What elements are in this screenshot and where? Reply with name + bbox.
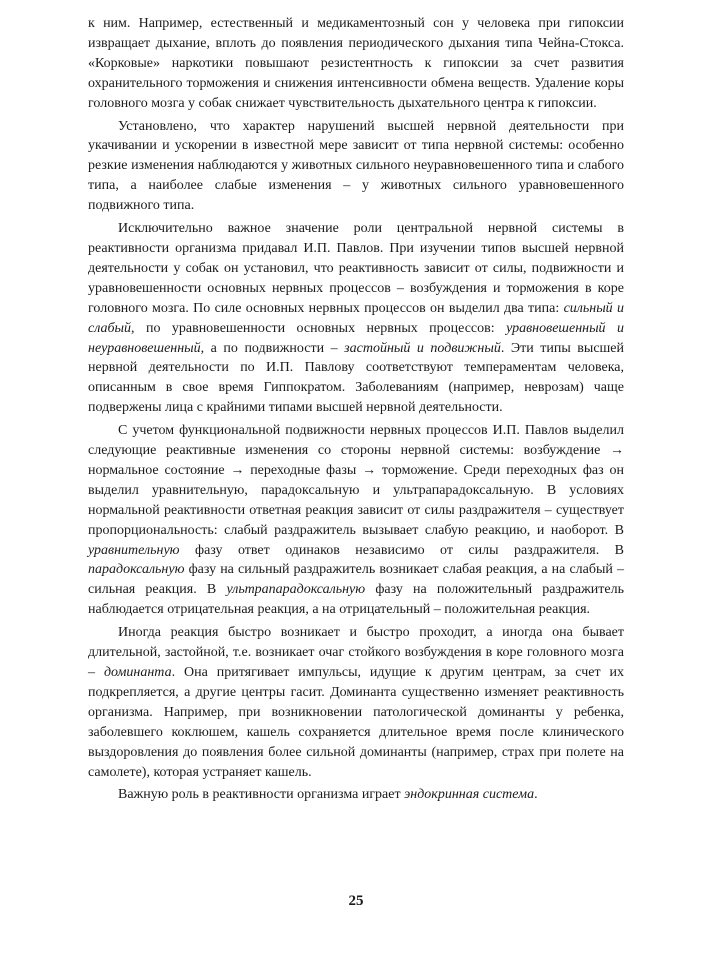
text-run: С учетом функциональной подвижности нервных процессов И.П. Павлов выделил следующие реактивные изменения со стороны нервной системы: возбуждение → нормальное состояние → переходные фазы → торможение. Среди переходных фаз он выделил уравнительную, парадоксальную и ультрапарадоксальную. В условиях нормальной реактивности ответная реакция зависит от силы раздражителя – существует пропорциональность: слабый раздражитель вызывает слабую реакцию, и наоборот. В: [88, 423, 624, 538]
text-run: , по уравновешенности основных нервных процессов:: [131, 320, 507, 336]
text-run: Установлено, что характер нарушений высшей нервной деятельности при укачивании и ускорении в известной мере зависит от типа нервной системы: особенно резкие изменения наблюдаются у животных сильного неуравновешенного типа и слабого типа, а наиболее слабые изменения – у животных сильного уравновешенного подвижного типа.: [88, 118, 624, 214]
text-run: , а по подвижности –: [200, 340, 345, 356]
body-text: [88, 14, 624, 805]
text-run: фазу ответ одинаков независимо от силы раздражителя. В: [179, 542, 624, 558]
italic-term: уравновешенный и неуравновешенный: [88, 320, 624, 356]
paragraph: [88, 117, 624, 217]
text-run: . Она притягивает импульсы, идущие к другим центрам, за счет их подкрепляется, а другие центры гасит. Доминанта существенно изменяет реактивность организма. Например, при возникновении патологической доминанты у ребенка, заболевшего коклюшем, кашель сохраняется длительное время после клинического выздоровления до появления более сильной доминанты (например, страх при полете на самолете), которая устраняет кашель.: [88, 665, 625, 780]
text-run: Исключительно важное значение роли центральной нервной системы в реактивности организма придавал И.П. Павлов. При изучении типов высшей нервной деятельности у собак он установил, что реактивность зависит от силы, подвижности и уравновешенности основных нервных процессов – возбуждения и торможения в коре головного мозга. По силе основных нервных процессов он выделил два типа:: [88, 221, 624, 316]
italic-term: застойный и подвижный: [344, 340, 501, 356]
text-run: . Эти типы высшей нервной деятельности по И.П. Павлову соответствуют темпераментам человека, описанным в свое время Гиппократом. Заболеваниям (например, неврозам) чаще подвержены лица с крайними типами высшей нервной деятельности.: [88, 340, 625, 416]
paragraph: [88, 14, 624, 114]
paragraph: [88, 785, 624, 805]
italic-term: эндокринная система: [404, 787, 535, 803]
paragraph: [88, 421, 624, 620]
text-run: к ним. Например, естественный и медикаментозный сон у человека при гипоксии извращает дыхание, вплоть до появления периодического дыхания типа Чейна-Стокса. «Корковые» наркотики повышают резистентность к гипоксии за счет развития охранительного торможения и снижения интенсивности обмена веществ. Удаление коры головного мозга у собак снижает чувствительность дыхательного центра к гипоксии.: [88, 16, 624, 111]
text-run: фазу на положительный раздражитель наблюдается отрицательная реакция, а на отрицательный – положительная реакция.: [88, 582, 624, 618]
paragraph: [88, 623, 624, 782]
text-run: фазу на сильный раздражитель возникает слабая реакция, а на слабый – сильная реакция. В: [88, 562, 624, 598]
italic-term: уравнительную: [88, 542, 180, 558]
italic-term: сильный и слабый: [88, 300, 624, 336]
italic-term: доминанта: [103, 665, 172, 680]
paragraph: [88, 219, 624, 418]
text-run: .: [534, 787, 538, 803]
italic-term: ультрапарадоксальную: [226, 582, 366, 598]
italic-term: парадоксальную: [88, 562, 185, 578]
text-run: Иногда реакция быстро возникает и быстро проходит, а иногда она бывает длительной, застойной, т.е. возникает очаг стойкого возбуждения в коре головного мозга –: [88, 625, 624, 680]
page-number: 25: [348, 893, 364, 909]
text-run: Важную роль в реактивности организма играет: [118, 787, 405, 803]
